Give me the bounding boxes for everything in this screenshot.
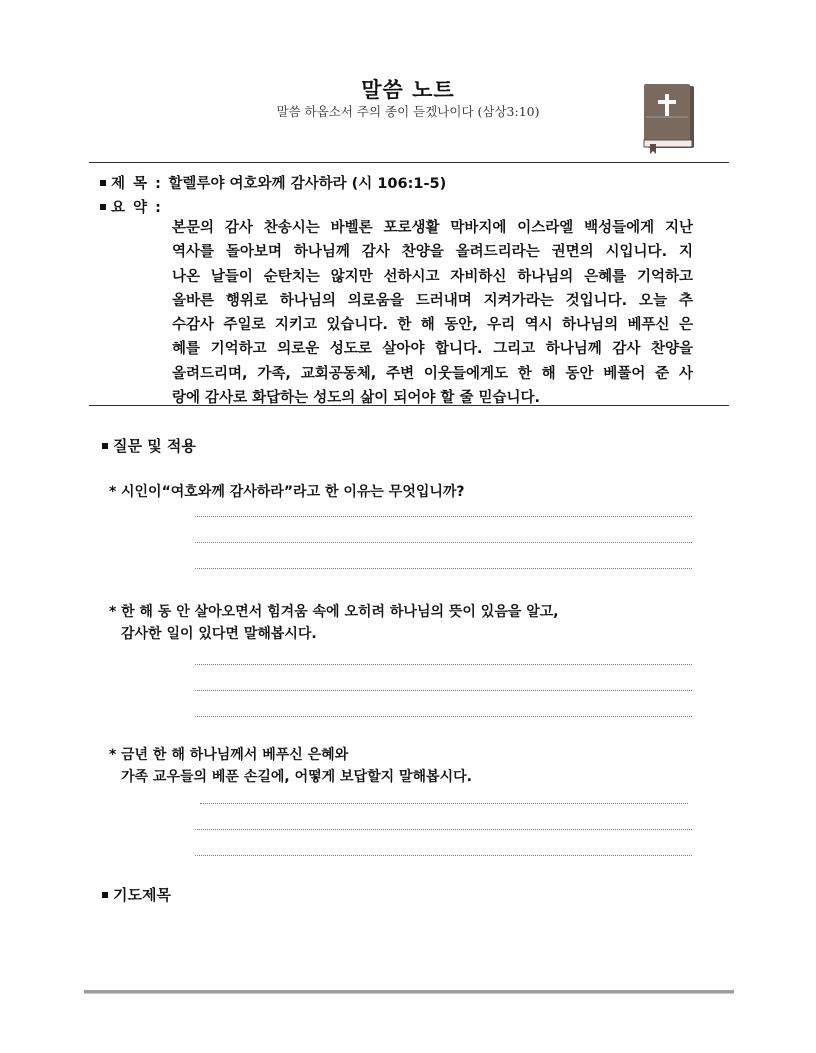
prayer-section-title: [102, 884, 171, 905]
section-divider: [89, 405, 729, 406]
topic-value: 할렐루야 여호와께 감사하라 (시 106:1-5): [168, 176, 447, 192]
question-text: 가족 교우들의 베푼 손길에, 어떻게 보답할지 말해봅시다.: [121, 769, 472, 785]
bible-book-icon: [638, 82, 696, 154]
header-divider: [89, 162, 729, 163]
summary-field: [100, 196, 168, 217]
answer-line[interactable]: [195, 568, 692, 569]
answer-line[interactable]: [195, 542, 692, 543]
question-text: 한 해 동 안 살아오면서 힘겨움 속에 오히려 하나님의 뜻이 있음을 알고,: [121, 604, 559, 620]
answer-line[interactable]: [195, 516, 692, 517]
summary-line: 본문의 감사 찬송시는 바벨론 포로생활 막바지에 이스라엘 백성들에게 지난: [172, 220, 693, 236]
summary-line: 역사를 돌아보며 하나님께 감사 찬양을 올려드리라는 권면의 시입니다. 지: [172, 244, 693, 261]
summary-text: [172, 216, 693, 410]
page-subtitle: 말씀 하옵소서 주의 종이 듣겠나이다 (삼상3:10): [276, 104, 540, 119]
questions-section-title: [102, 435, 196, 456]
prayer-section-label: 기도제목: [113, 886, 171, 904]
square-bullet-icon: [102, 892, 108, 898]
question-text: 금년 한 해 하나님께서 베푸신 은혜와: [121, 747, 349, 763]
square-bullet-icon: [100, 180, 106, 186]
summary-line: 올바른 행위로 하나님의 의로움을 드러내며 지켜가라는 것입니다. 오늘 추: [172, 292, 693, 309]
answer-line[interactable]: [195, 855, 692, 856]
questions-section-label: 질문 및 적용: [113, 437, 196, 455]
star-bullet-icon: *: [109, 604, 117, 620]
summary-line: 수감사 주일로 지키고 있습니다. 한 해 동안, 우리 역시 하나님의 베푸신 은: [172, 317, 693, 334]
topic-field: [100, 172, 446, 193]
star-bullet-icon: *: [109, 747, 117, 763]
summary-label: 요 약 :: [111, 200, 163, 216]
question-text: 시인이“여호와께 감사하라”라고 한 이유는 무엇입니까?: [121, 484, 465, 500]
answer-line[interactable]: [195, 829, 692, 830]
summary-line: 랑에 감사로 화답하는 성도의 삶이 되어야 할 줄 믿습니다.: [172, 390, 541, 407]
star-bullet-icon: *: [109, 484, 117, 500]
summary-line: 혜를 기억하고 의로운 성도로 살아야 합니다. 그리고 하나님께 감사 찬양을: [172, 341, 693, 358]
answer-line[interactable]: [195, 690, 692, 691]
question-1: [109, 481, 465, 503]
answer-line[interactable]: [195, 664, 692, 665]
square-bullet-icon: [100, 204, 106, 210]
footer-divider: [84, 990, 734, 994]
answer-line[interactable]: [195, 716, 692, 717]
question-2: [109, 601, 559, 645]
summary-line: 올려드리며, 가족, 교회공동체, 주변 이웃들에게도 한 해 동안 베풀어 준 사: [172, 365, 693, 382]
summary-line: 나온 날들이 순탄치는 않지만 선하시고 자비하신 하나님의 은혜를 기억하고: [172, 268, 693, 285]
topic-label: 제 목 :: [111, 176, 163, 192]
answer-line[interactable]: [200, 803, 688, 804]
page-title: 말씀 노트: [361, 78, 455, 102]
question-text: 감사한 일이 있다면 말해봅시다.: [121, 626, 317, 642]
square-bullet-icon: [102, 443, 108, 449]
question-3: [109, 744, 472, 788]
